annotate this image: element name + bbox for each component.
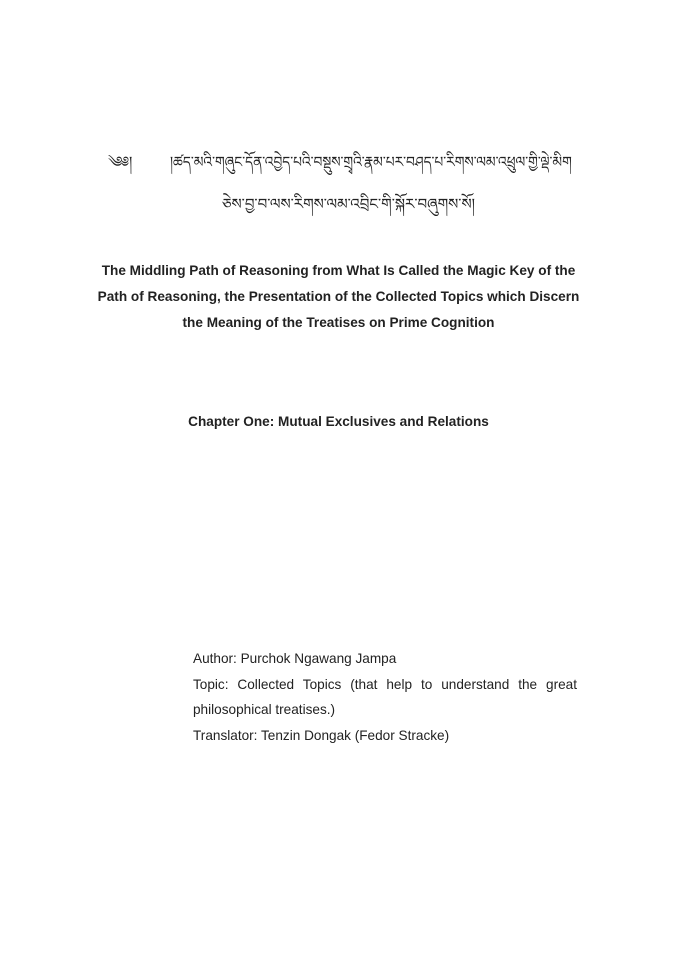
- chapter-heading: Chapter One: Mutual Exclusives and Relations: [188, 414, 489, 429]
- document-metadata: [193, 646, 577, 748]
- english-title-line-3: the Meaning of the Treatises on Prime Cognition: [182, 315, 495, 330]
- tibetan-title-line-1: །ཚད་མའི་གཞུང་དོན་འབྱེད་པའི་བསྡུས་གྲྭའི་རྣམ་པར་བཤད་པ་རིགས་ལམ་འཕྲུལ་གྱི་ལྡེ་མིག: [170, 153, 572, 171]
- tibetan-opening-mark: ༄༅།: [108, 153, 133, 171]
- translator-line: Translator: Tenzin Dongak (Fedor Stracke): [193, 727, 450, 743]
- english-title: [80, 258, 597, 336]
- english-title-line-2: Path of Reasoning, the Presentation of the Collected Topics which Discern: [97, 289, 580, 304]
- author-line: Author: Purchok Ngawang Jampa: [193, 651, 397, 666]
- tibetan-title-line-2: ཅེས་བྱ་བ་ལས་རིགས་ལམ་འབྲིང་གི་སྐོར་བཞུགས་སོ།: [222, 195, 475, 213]
- english-title-line-1: The Middling Path of Reasoning from What Is Called the Magic Key of the: [101, 263, 576, 278]
- topic-line: Topic: Collected Topics (that help to understand the great philosophical treatises.): [193, 676, 577, 717]
